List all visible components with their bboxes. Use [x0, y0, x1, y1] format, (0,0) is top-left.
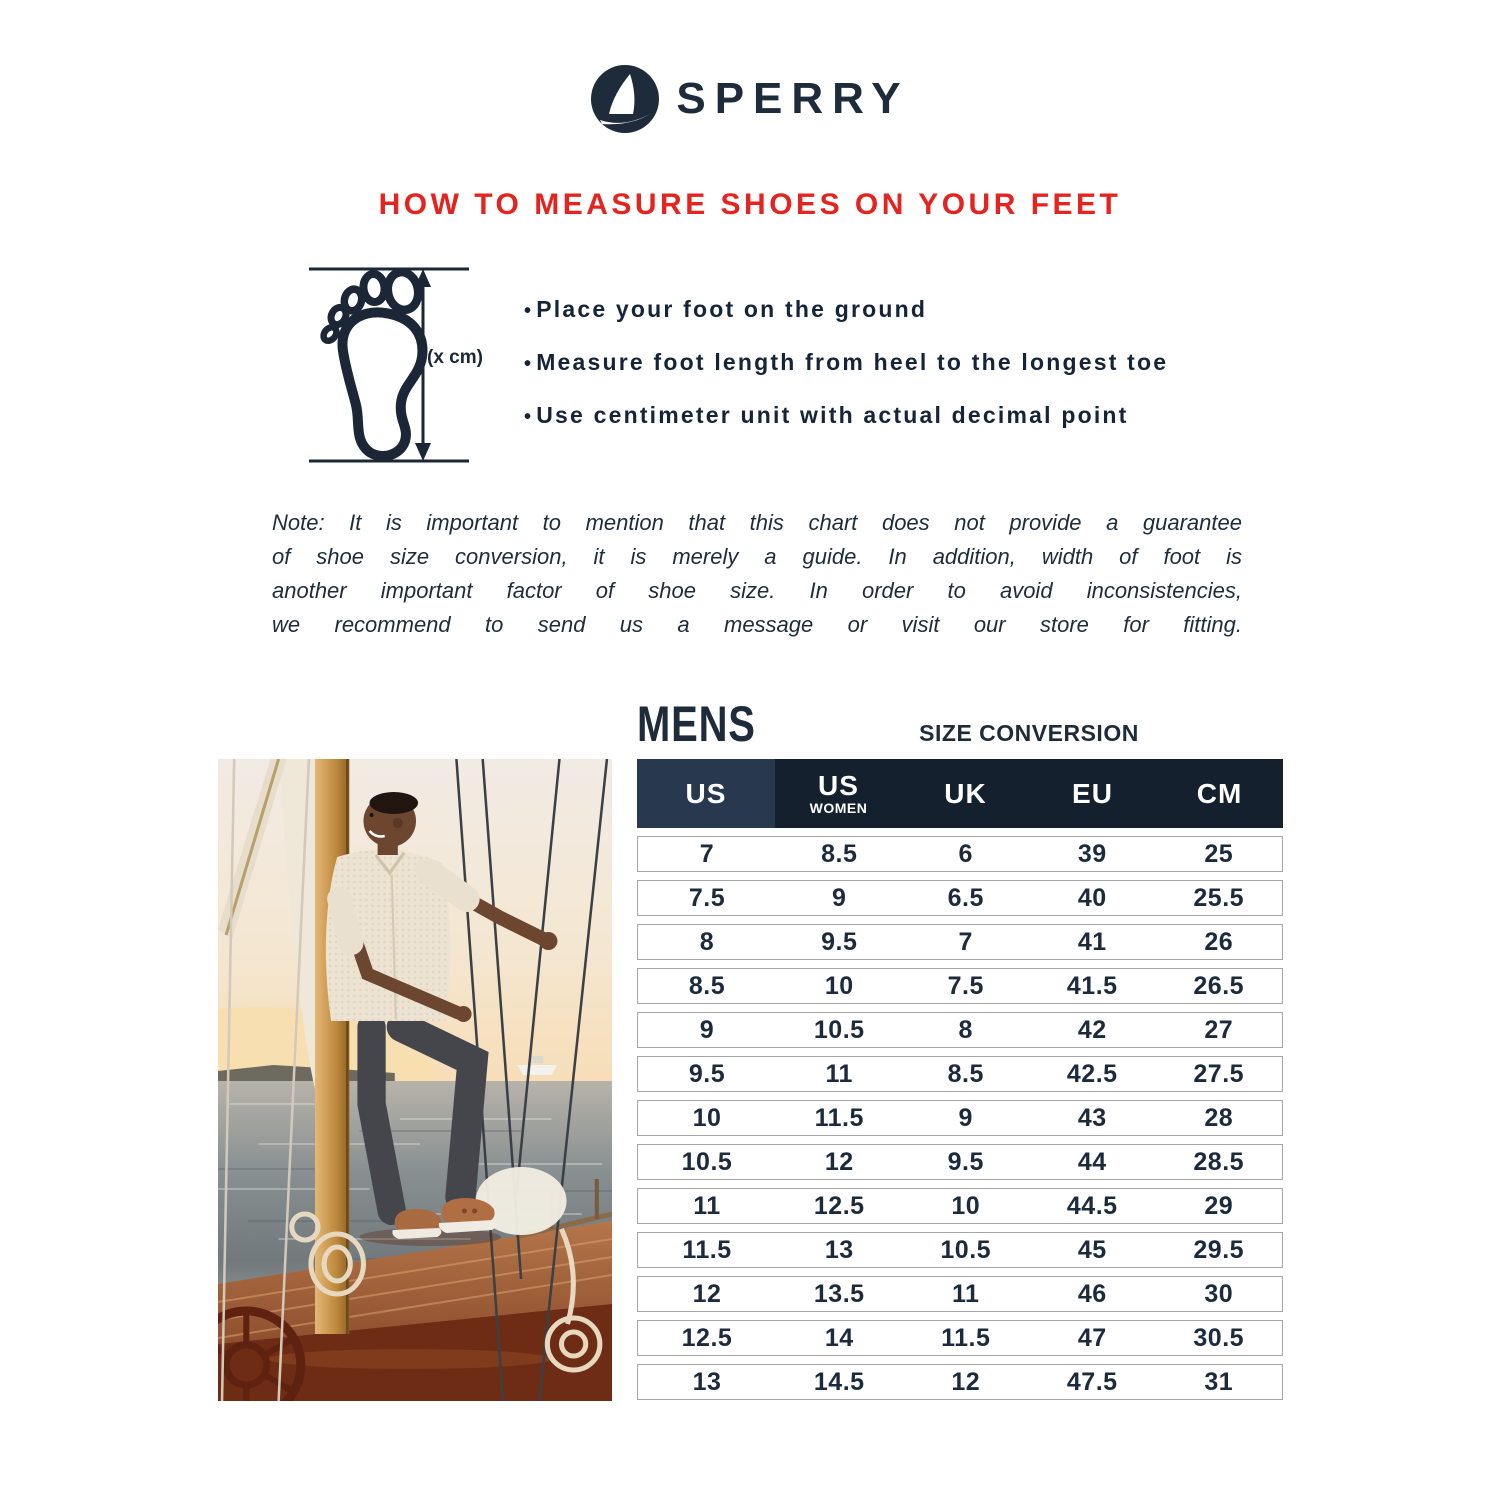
size-cell: 47.5	[1066, 1367, 1118, 1396]
size-cell: 11	[952, 1279, 980, 1308]
page-title: HOW TO MEASURE SHOES ON YOUR FEET	[378, 188, 1122, 221]
size-cell: 44.5	[1066, 1191, 1118, 1220]
size-cell: 7	[958, 927, 973, 956]
size-cell: 11.5	[682, 1235, 732, 1264]
size-row	[637, 1012, 1283, 1048]
size-cell: 10	[951, 1191, 981, 1220]
size-row	[637, 1276, 1283, 1312]
size-cell: 25.5	[1193, 883, 1245, 912]
note-line: another important factor of shoe size. In order to avoid inconsistencies,	[272, 578, 1242, 603]
size-cell: 10.5	[813, 1015, 865, 1044]
size-cell: 13	[824, 1235, 854, 1264]
table-header	[637, 759, 1283, 828]
instruction-item: • Measure foot length from heel to the longest toe	[524, 349, 1264, 376]
size-row	[637, 968, 1283, 1004]
note-line: of shoe size conversion, it is merely a guide. In addition, width of foot is	[272, 544, 1242, 569]
size-cell: 28	[1204, 1103, 1234, 1132]
size-cell: 10	[692, 1103, 722, 1132]
size-cell: 46	[1077, 1279, 1107, 1308]
size-cell: 14.5	[813, 1367, 865, 1396]
size-cell: 26	[1204, 927, 1234, 956]
size-cell: 11	[825, 1059, 853, 1088]
size-cell: 11.5	[941, 1323, 991, 1352]
size-cell: 10	[824, 971, 854, 1000]
size-cell: 7.5	[947, 971, 984, 1000]
size-cell: 44	[1077, 1147, 1107, 1176]
size-cell: 9	[699, 1015, 715, 1044]
size-cell: 30	[1204, 1279, 1234, 1308]
size-cell: 6	[958, 839, 973, 868]
instruction-item: • Use centimeter unit with actual decimal point	[524, 402, 1264, 429]
size-cell: 39	[1077, 839, 1107, 868]
size-cell: 10.5	[940, 1235, 992, 1264]
size-row	[637, 1100, 1283, 1136]
note-line: we recommend to send us a message or visit our store for fitting.	[272, 612, 1242, 637]
size-cell: 8	[699, 927, 715, 956]
size-cell: 7	[699, 839, 715, 868]
size-cell: 43	[1077, 1103, 1107, 1132]
size-cell: 13	[692, 1367, 722, 1396]
size-row	[637, 836, 1283, 872]
size-row	[637, 1232, 1283, 1268]
gender-heading: MENS	[637, 696, 756, 752]
size-row	[637, 1188, 1283, 1224]
size-cell: 27.5	[1193, 1059, 1245, 1088]
size-cell: 12	[824, 1147, 854, 1176]
column-header-cm: CM	[1196, 777, 1243, 809]
size-row	[637, 1364, 1283, 1400]
size-cell: 42.5	[1066, 1059, 1118, 1088]
foot-measure-diagram	[309, 255, 483, 467]
size-cell: 12.5	[681, 1323, 733, 1352]
size-cell: 11	[693, 1191, 721, 1220]
size-cell: 8.5	[688, 971, 726, 1000]
size-cell: 14	[824, 1323, 854, 1352]
size-cell: 9.5	[821, 927, 858, 956]
size-cell: 27	[1204, 1015, 1234, 1044]
size-cell: 29.5	[1193, 1235, 1245, 1264]
size-cell: 31	[1204, 1367, 1234, 1396]
size-cell: 40	[1077, 883, 1107, 912]
size-cell: 9.5	[688, 1059, 726, 1088]
size-row	[637, 1056, 1283, 1092]
size-cell: 41.5	[1066, 971, 1118, 1000]
instruction-item: • Place your foot on the ground	[524, 296, 1264, 323]
sailboat-photo	[218, 759, 612, 1401]
size-cell: 9.5	[947, 1147, 984, 1176]
sperry-sailboat-icon	[590, 64, 660, 134]
size-cell: 11.5	[814, 1103, 864, 1132]
size-row	[637, 1144, 1283, 1180]
size-cell: 12	[692, 1279, 722, 1308]
size-cell: 13.5	[813, 1279, 865, 1308]
size-cell: 42	[1077, 1015, 1107, 1044]
brand-logo	[0, 64, 1500, 134]
column-header-us: US	[637, 759, 775, 828]
note-line: Note: It is important to mention that this chart does not provide a guarantee	[272, 510, 1242, 535]
column-header-us-women: US WOMEN	[809, 769, 868, 816]
size-row	[637, 924, 1283, 960]
chart-headings	[637, 696, 1283, 759]
measurement-label: (x cm)	[427, 347, 483, 368]
size-cell: 28.5	[1193, 1147, 1245, 1176]
size-cell: 8.5	[947, 1059, 984, 1088]
size-cell: 29	[1204, 1191, 1234, 1220]
size-cell: 41	[1077, 927, 1107, 956]
size-cell: 12.5	[813, 1191, 865, 1220]
size-cell: 47	[1077, 1323, 1107, 1352]
table-body	[637, 836, 1283, 1400]
size-cell: 10.5	[681, 1147, 733, 1176]
size-cell: 9	[958, 1103, 973, 1132]
brand-name: SPERRY	[676, 74, 910, 123]
size-cell: 8	[958, 1015, 973, 1044]
note-paragraph	[272, 506, 1242, 642]
size-cell: 9	[832, 883, 847, 912]
size-cell: 45	[1077, 1235, 1107, 1264]
column-header-eu: EU	[1072, 777, 1113, 809]
size-row	[637, 880, 1283, 916]
size-cell: 7.5	[688, 883, 726, 912]
instruction-list	[524, 296, 1264, 455]
size-cell: 12	[951, 1367, 981, 1396]
size-chart-section	[637, 696, 1283, 1400]
size-cell: 25	[1204, 839, 1234, 868]
size-cell: 26.5	[1193, 971, 1245, 1000]
chart-heading: SIZE CONVERSION	[919, 720, 1139, 746]
size-cell: 30.5	[1193, 1323, 1245, 1352]
column-header-uk: UK	[944, 777, 987, 809]
size-row	[637, 1320, 1283, 1356]
size-cell: 8.5	[821, 839, 858, 868]
size-cell: 6.5	[947, 883, 984, 912]
